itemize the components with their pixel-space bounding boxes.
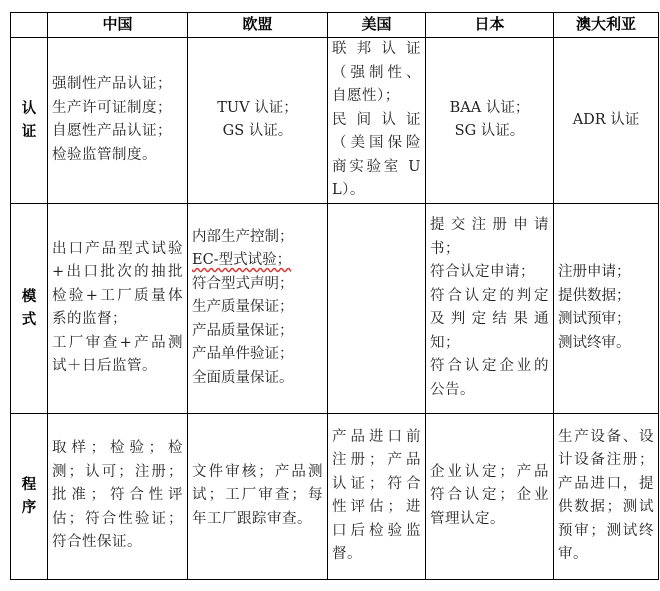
cell-line: 民间认证（美国保险商实验室 UL）。: [332, 111, 421, 198]
cell-line: 强制性产品认证；: [52, 76, 172, 93]
cell-line: 出口产品型式试验+出口批次的抽批检验+工厂质量体系的监督；: [52, 240, 183, 327]
row-label-certification: [11, 38, 48, 204]
header-eu: 欧盟: [188, 13, 328, 38]
header-row: [11, 13, 659, 38]
row-label-char: 式: [21, 311, 37, 328]
cell-line: 符合型式声明；: [192, 275, 294, 292]
cell-line: 产品单件验证；: [192, 346, 294, 363]
cell-line: 产品质量保证；: [192, 322, 294, 339]
row-label-char: 证: [21, 123, 37, 141]
cell-procedure-japan: [426, 413, 554, 579]
header-australia: 澳大利亚: [554, 13, 659, 38]
cell-mode-china: [48, 203, 188, 413]
header-china: 中国: [48, 13, 188, 38]
cell-line: 生产设备、设计设备注册；产品进口，提供数据；测试预审；测试终审。: [558, 428, 654, 562]
cell-procedure-australia: [554, 413, 659, 579]
cell-mode-japan: [426, 203, 554, 413]
cell-mode-eu: [188, 203, 328, 413]
cell-line: 取样；检验；检测；认可；注册；批准；符合性评估；符合性验证；符合性保证。: [52, 440, 183, 551]
row-label-procedure: [11, 413, 48, 579]
cell-line: ADR 认证: [572, 111, 640, 128]
cell-line: 检验监管制度。: [52, 146, 157, 163]
cell-line: 生产许可证制度；: [52, 99, 172, 116]
cell-certification-usa: [328, 38, 426, 204]
cell-line: 提供数据；: [558, 287, 631, 304]
header-japan: 日本: [426, 13, 554, 38]
cell-line: 联邦认证（强制性、自愿性）；: [332, 41, 421, 104]
cell-mode-australia: [554, 203, 659, 413]
cell-line: 符合认定的判定及判定结果通知；: [430, 287, 549, 351]
certification-comparison-table: [10, 12, 659, 580]
cell-line: 工厂审查+产品测试＋日后监管。: [52, 334, 183, 374]
cell-line: 生产质量保证；: [192, 299, 294, 316]
cell-mode-usa: [328, 203, 426, 413]
cell-procedure-china: [48, 413, 188, 579]
cell-certification-eu: [188, 38, 328, 204]
table-row-mode: [11, 203, 659, 413]
row-label-char: 模: [21, 287, 37, 305]
row-label-char: 程: [21, 475, 37, 493]
cell-line: 测试预审；: [558, 311, 631, 327]
cell-line: 产品进口前注册；产品认证；符合性评估；进口后检验监督。: [332, 428, 421, 562]
cell-line: GS 认证。: [222, 123, 293, 140]
row-label-char: 序: [21, 499, 37, 516]
table-row-procedure: [11, 413, 659, 579]
cell-line-spellcheck: EC-型式试验；: [192, 252, 292, 269]
cell-line: 符合认定企业的公告。: [430, 358, 549, 398]
cell-line: 企业认定；产品符合认定；企业管理认定。: [430, 463, 549, 527]
cell-certification-china: [48, 38, 188, 204]
cell-line: 文件审核；产品测试；工厂审查；每年工厂跟踪审查。: [192, 463, 323, 527]
cell-line: 提交注册申请书；: [430, 217, 549, 257]
cell-procedure-eu: [188, 413, 328, 579]
cell-line: SG 认证。: [454, 123, 525, 140]
cell-line: 自愿性产品认证；: [52, 123, 172, 140]
row-label-mode: [11, 203, 48, 413]
cell-certification-australia: [554, 38, 659, 204]
row-label-char: 认: [21, 99, 37, 117]
cell-line: TUV 认证；: [217, 99, 298, 116]
cell-line: 全面质量保证。: [192, 369, 294, 386]
cell-procedure-usa: [328, 413, 426, 579]
cell-line: 测试终审。: [558, 334, 631, 351]
cell-line: BAA 认证；: [449, 99, 530, 116]
cell-line: 注册申请；: [558, 264, 631, 280]
table-row-certification: [11, 38, 659, 204]
cell-line: 内部生产控制；: [192, 228, 294, 245]
cell-line: 符合认定申请；: [430, 264, 535, 280]
header-corner: [11, 13, 48, 38]
cell-certification-japan: [426, 38, 554, 204]
header-usa: 美国: [328, 13, 426, 38]
